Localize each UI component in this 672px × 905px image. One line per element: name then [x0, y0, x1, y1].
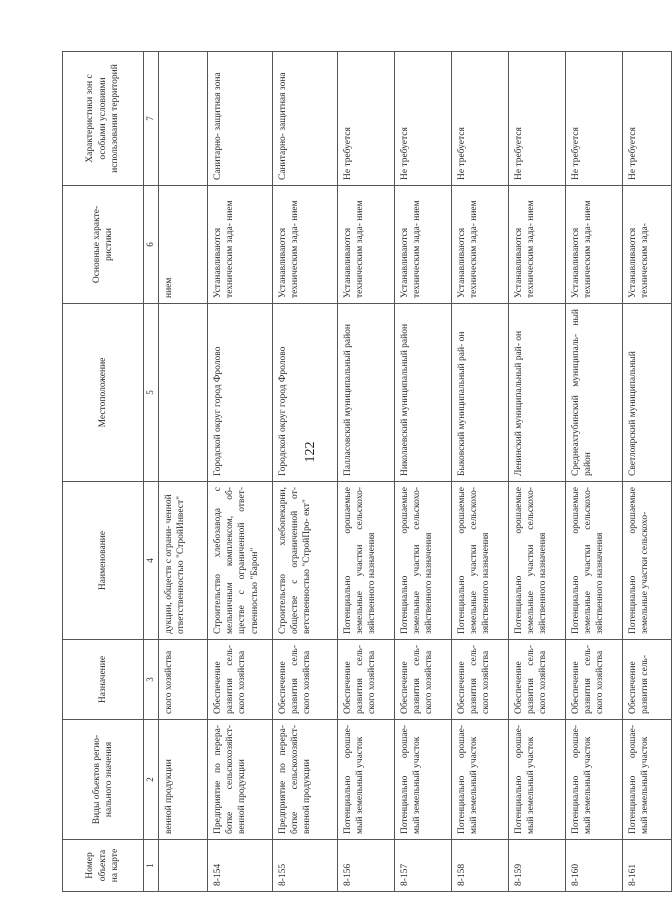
cell-location: Ленинский муниципальный рай- он	[508, 304, 565, 482]
column-number: 1	[144, 840, 159, 892]
header-purpose: Назначение	[63, 640, 144, 720]
cell-characteristics: Устанавливаются техническим зада-	[622, 186, 671, 304]
cell-number: 8-160	[565, 840, 622, 892]
header-zone: Характеристики зон с особыми условиями использования территорий	[63, 52, 144, 186]
cell-number: 8-161	[622, 840, 671, 892]
cell-type: Потенциально орошае- мый земельный участок	[622, 720, 671, 840]
cell-type: Предприятие по перера- ботке сельскохозяйст- венной продукции	[272, 720, 337, 840]
cell-zone: Не требуется	[337, 52, 394, 186]
table-row	[451, 52, 508, 892]
table-row	[565, 52, 622, 892]
cell-name: Строительство хлебозавода с мельничным комплексом, об- ществе с ограниченной ответ- ственностью "Барон"	[207, 482, 272, 640]
objects-table	[62, 51, 672, 892]
cell-name: Потенциально орошаемые земельные участки сельскохо- зяйственного назначения	[451, 482, 508, 640]
cell-zone: Не требуется	[565, 52, 622, 186]
cell-purpose: Обеспечение развития сель- ского хозяйства	[272, 640, 337, 720]
cell-location: Николаевский муниципальный район	[394, 304, 451, 482]
cell-purpose: Обеспечение развития сель-	[622, 640, 671, 720]
table-row	[337, 52, 394, 892]
cell-number: 8-157	[394, 840, 451, 892]
column-number: 2	[144, 720, 159, 840]
cell-type: Предприятие по перера- ботке сельскохозяйст- венной продукции	[207, 720, 272, 840]
cell-purpose: Обеспечение развития сель- ского хозяйства	[394, 640, 451, 720]
column-number-row	[144, 52, 159, 892]
header-type: Виды объектов регио- нального значения	[63, 720, 144, 840]
header-name: Наименование	[63, 482, 144, 640]
cell-zone: Санитарно- защитная зона	[272, 52, 337, 186]
cell-type: Потенциально орошае- мый земельный участок	[337, 720, 394, 840]
column-number: 6	[144, 186, 159, 304]
page-number: 122	[303, 441, 318, 463]
cell-characteristics: Устанавливаются техническим зада- нием	[565, 186, 622, 304]
cell-characteristics: Устанавливаются техническим зада- нием	[451, 186, 508, 304]
cell-name: Потенциально орошаемые земельные участки сельскохо-	[622, 482, 671, 640]
cell-name: Потенциально орошаемые земельные участки сельскохо- зяйственного назначения	[337, 482, 394, 640]
cell-number: 8-155	[272, 840, 337, 892]
table-row	[622, 52, 671, 892]
column-number: 3	[144, 640, 159, 720]
header-number: Номер объекта на карте	[63, 840, 144, 892]
cell-zone: Не требуется	[622, 52, 671, 186]
cell-type: Потенциально орошае- мый земельный участок	[394, 720, 451, 840]
table-row	[207, 52, 272, 892]
cell-type: венной продукции	[158, 720, 207, 840]
header-row	[63, 52, 144, 892]
table-row	[508, 52, 565, 892]
cell-number: 8-156	[337, 840, 394, 892]
cell-characteristics: Устанавливаются техническим зада- нием	[207, 186, 272, 304]
cell-purpose: Обеспечение развития сель- ского хозяйства	[565, 640, 622, 720]
cell-number: 8-158	[451, 840, 508, 892]
cell-purpose: Обеспечение развития сель- ского хозяйства	[451, 640, 508, 720]
cell-location: Городской округ город Фролово	[272, 304, 337, 482]
cell-name: Потенциально орошаемые земельные участки сельскохо- зяйственного назначения	[565, 482, 622, 640]
cell-characteristics: Устанавливаются техническим зада- нием	[272, 186, 337, 304]
header-characteristics: Основные характе- ристики	[63, 186, 144, 304]
cell-location: Быковский муниципальный рай- он	[451, 304, 508, 482]
cell-name: Потенциально орошаемые земельные участки сельскохо- зяйственного назначения	[394, 482, 451, 640]
header-location: Местоположение	[63, 304, 144, 482]
cell-location: Среднеахтубинский муниципаль- ный район	[565, 304, 622, 482]
cell-zone: Санитарно- защитная зона	[207, 52, 272, 186]
table-row	[272, 52, 337, 892]
cell-characteristics: Устанавливаются техническим зада- нием	[394, 186, 451, 304]
cell-name: дукции, обществ с ограни- ченной ответственностью "СтройИнвест"	[158, 482, 207, 640]
cell-location: Светлоярский муниципальный	[622, 304, 671, 482]
cell-characteristics: Устанавливаются техническим зада- нием	[508, 186, 565, 304]
column-number: 5	[144, 304, 159, 482]
rotated-table-container	[62, 32, 651, 892]
cell-purpose: Обеспечение развития сель- ского хозяйства	[337, 640, 394, 720]
cell-zone: Не требуется	[394, 52, 451, 186]
cell-zone	[158, 52, 207, 186]
cell-characteristics: нием	[158, 186, 207, 304]
column-number: 4	[144, 482, 159, 640]
cell-zone: Не требуется	[508, 52, 565, 186]
cell-type: Потенциально орошае- мый земельный участок	[451, 720, 508, 840]
cell-name: Потенциально орошаемые земельные участки сельскохо- зяйственного назначения	[508, 482, 565, 640]
cell-type: Потенциально орошае- мый земельный участок	[565, 720, 622, 840]
cell-location: Палласовский муниципальный район	[337, 304, 394, 482]
cell-number: 8-159	[508, 840, 565, 892]
cell-type: Потенциально орошае- мый земельный участок	[508, 720, 565, 840]
cell-number	[158, 840, 207, 892]
cell-number: 8-154	[207, 840, 272, 892]
cell-zone: Не требуется	[451, 52, 508, 186]
cell-location: Городской округ город Фролово	[207, 304, 272, 482]
continuation-row	[158, 52, 207, 892]
table-row	[394, 52, 451, 892]
cell-purpose: ского хозяйства	[158, 640, 207, 720]
cell-purpose: Обеспечение развития сель- ского хозяйства	[508, 640, 565, 720]
cell-location	[158, 304, 207, 482]
cell-characteristics: Устанавливаются техническим зада- нием	[337, 186, 394, 304]
cell-name: Строительство хлебопекарни, обществе с ограниченной от- ветственностью "СтройПро- ект"	[272, 482, 337, 640]
cell-purpose: Обеспечение развития сель- ского хозяйства	[207, 640, 272, 720]
column-number: 7	[144, 52, 159, 186]
